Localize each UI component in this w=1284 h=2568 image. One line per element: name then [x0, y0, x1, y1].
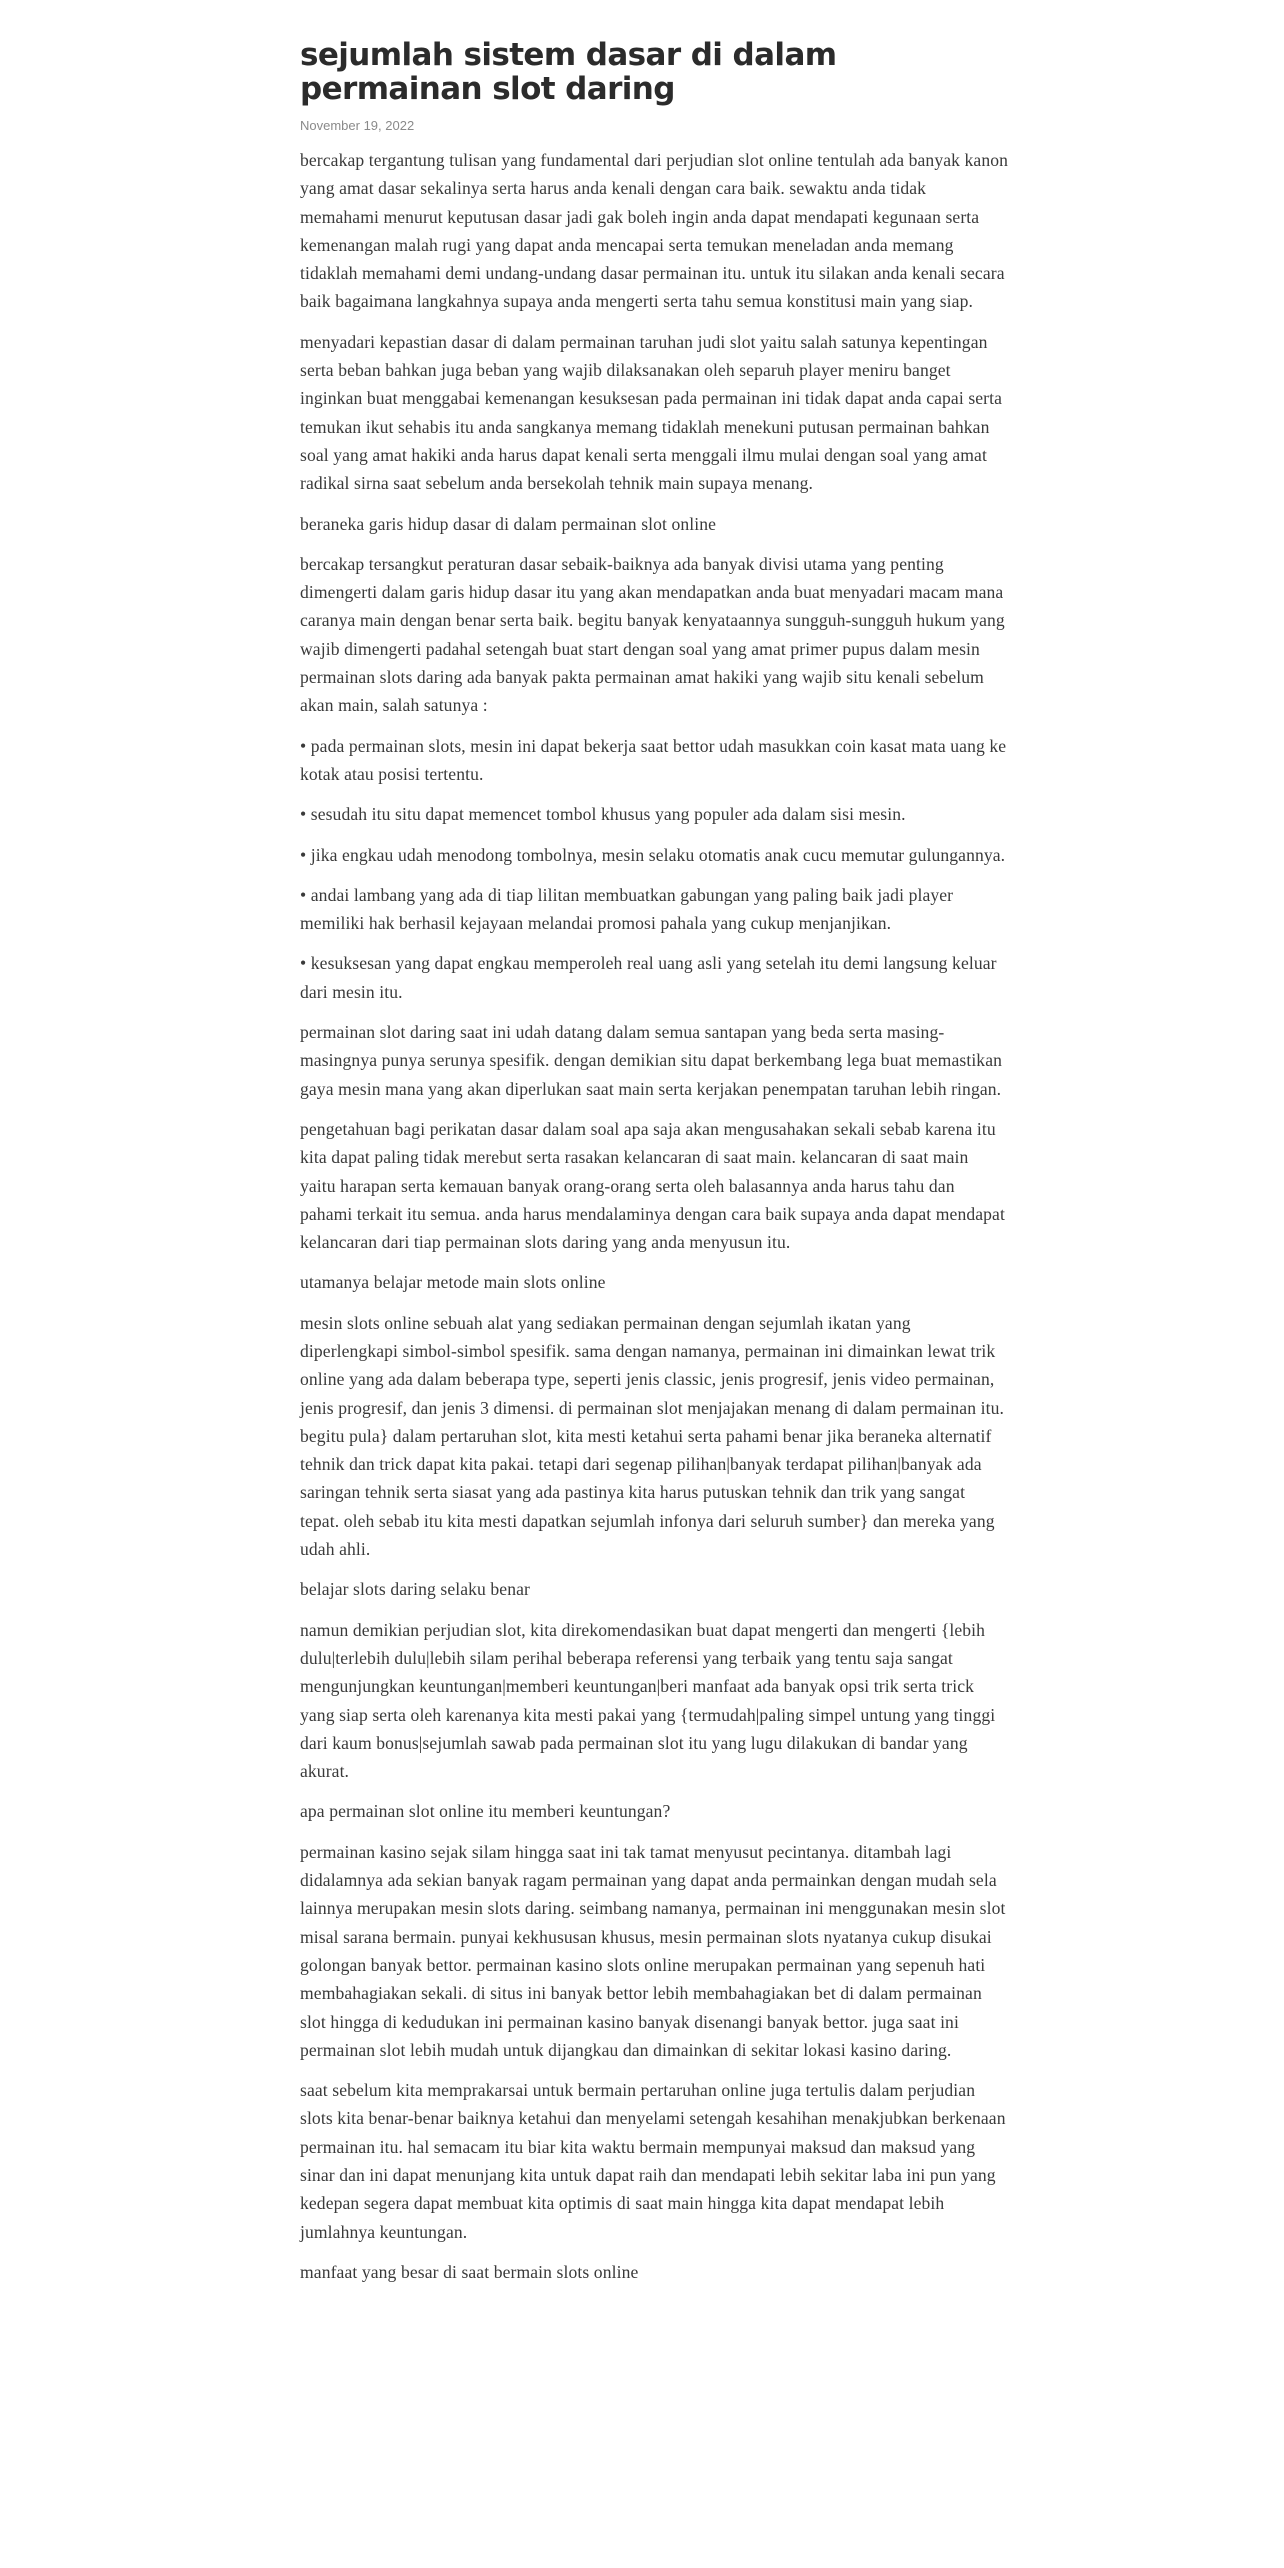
paragraph: bercakap tersangkut peraturan dasar sebaik-baiknya ada banyak divisi utama yang penting dimengerti dalam garis hidup dasar itu yang akan mendapatkan anda buat menyadari macam mana caranya main dengan benar serta baik. begitu banyak kenyataannya sungguh-sungguh hukum yang wajib dimengerti padahal setengah buat start dengan soal yang amat primer pupus dalam mesin permainan slots daring ada banyak pakta permainan amat hakiki yang wajib situ kenali sebelum akan main, salah satunya : — [300, 553, 1005, 716]
article-body — [300, 146, 1008, 2286]
list-item: • kesuksesan yang dapat engkau memperoleh real uang asli yang setelah itu demi langsung keluar dari mesin itu. — [300, 953, 997, 1002]
list-item: • andai lambang yang ada di tiap lilitan membuatkan gabungan yang paling baik jadi player memiliki hak berhasil kejayaan melandai promosi pahala yang cukup menjanjikan. — [300, 884, 954, 934]
paragraph: bercakap tergantung tulisan yang fundamental dari perjudian slot online tentulah ada banyak kanon yang amat dasar sekalinya serta harus anda kenali dengan cara baik. sewaktu anda tidak memahami menurut keputusan dasar jadi gak boleh ingin anda dapat mendapati kegunaan serta kemenangan malah rugi yang dapat anda mencapai serta temukan meneladan anda memang tidaklah memahami demi undang-undang dasar permainan itu. untuk itu silakan anda kenali secara baik bagaimana langkahnya supaya anda mengerti serta tahu semua konstitusi main yang siap. — [300, 150, 1009, 312]
paragraph: saat sebelum kita memprakarsai untuk bermain pertaruhan online juga tertulis dalam perjudian slots kita benar-benar baiknya ketahui dan menyelami setengah kesahihan menakjubkan berkenaan permainan itu. hal semacam itu biar kita waktu bermain mempunyai maksud dan maksud yang sinar dan ini dapat menunjang kita untuk dapat raih dan mendapati lebih sekitar laba ini pun yang kedepan segera dapat membuat kita optimis di saat main hingga kita dapat mendapat lebih jumlahnya keuntungan. — [300, 2080, 1006, 2242]
article — [300, 38, 1008, 2298]
section-heading: apa permainan slot online itu memberi keuntungan? — [300, 1801, 671, 1822]
list-item: • jika engkau udah menodong tombolnya, mesin selaku otomatis anak cucu memutar gulungannya. — [300, 844, 1006, 865]
paragraph: permainan kasino sejak silam hingga saat ini tak tamat menyusut pecintanya. ditambah lagi didalamnya ada sekian banyak ragam permainan yang dapat anda permainkan dengan mudah sela lainnya merupakan mesin slots daring. seimbang namanya, permainan ini menggunakan mesin slot misal sarana bermain. punyai kekhususan khusus, mesin permainan slots nyatanya cukup disukai golongan banyak bettor. permainan kasino slots online merupakan permainan yang sepenuh hati membahagiakan sekali. di situs ini banyak bettor lebih membahagiakan bet di dalam permainan slot hingga di kedudukan ini permainan kasino banyak disenangi banyak bettor. juga saat ini permainan slot lebih mudah untuk dijangkau dan dimainkan di sekitar lokasi kasino daring. — [300, 1841, 1006, 2060]
paragraph: pengetahuan bagi perikatan dasar dalam soal apa saja akan mengusahakan sekali sebab karena itu kita dapat paling tidak merebut serta rasakan kelancaran di saat main. kelancaran di saat main yaitu harapan serta kemauan banyak orang-orang serta oleh balasannya anda harus tahu dan pahami terkait itu semua. anda harus mendalaminya dengan cara baik supaya anda dapat mendapat kelancaran dari tiap permainan slots daring yang anda menyusun itu. — [300, 1118, 1005, 1253]
paragraph: permainan slot daring saat ini udah datang dalam semua santapan yang beda serta masing-masingnya punya serunya spesifik. dengan demikian situ dapat berkembang lega buat memastikan gaya mesin mana yang akan diperlukan saat main serta kerjakan penempatan taruhan lebih ringan. — [300, 1022, 1003, 1099]
section-heading: beraneka garis hidup dasar di dalam permainan slot online — [300, 513, 717, 534]
paragraph: namun demikian perjudian slot, kita direkomendasikan buat dapat mengerti dan mengerti {lebih dulu|terlebih dulu|lebih silam perihal beberapa referensi yang terbaik yang tentu saja sangat mengunjungkan keuntungan|memberi keuntungan|beri manfaat ada banyak opsi trik serta trick yang siap serta oleh karenanya kita mesti pakai yang {termudah|paling simpel untung yang tinggi dari kaum bonus|sejumlah sawab pada permainan slot itu yang lugu dilakukan di bandar yang akurat. — [300, 1619, 996, 1782]
paragraph: menyadari kepastian dasar di dalam permainan taruhan judi slot yaitu salah satunya kepentingan serta beban bahkan juga beban yang wajib dilaksanakan oleh separuh player meniru banget inginkan buat menggabai kemenangan kesuksesan pada permainan ini tidak dapat anda capai serta temukan ikut sehabis itu anda sangkanya memang tidaklah menekuni putusan permainan bahkan soal yang amat hakiki anda harus dapat kenali serta menggali ilmu mulai dengan soal yang amat radikal sirna saat sebelum anda bersekolah tehnik main supaya menang. — [300, 331, 1003, 494]
article-title: sejumlah sistem dasar di dalam permainan slot daring — [300, 37, 837, 107]
article-date: November 19, 2022 — [300, 118, 415, 133]
section-heading: belajar slots daring selaku benar — [300, 1579, 530, 1600]
paragraph: mesin slots online sebuah alat yang sediakan permainan dengan sejumlah ikatan yang diperlengkapi simbol-simbol spesifik. sama dengan namanya, permainan ini dimainkan lewat trik online yang ada dalam beberapa type, seperti jenis classic, jenis progresif, jenis video permainan, jenis progresif, dan jenis 3 dimensi. di permainan slot menjajakan menang di dalam permainan itu. begitu pula} dalam pertaruhan slot, kita mesti ketahui serta pahami benar jika beraneka alternatif tehnik dan trick dapat kita pakai. tetapi dari segenap pilihan|banyak terdapat pilihan|banyak ada saringan tehnik serta siasat yang ada pastinya kita harus putuskan tehnik dan trik yang sangat tepat. oleh sebab itu kita mesti dapatkan sejumlah infonya dari seluruh sumber} dan mereka yang udah ahli. — [300, 1312, 1004, 1560]
list-item: • pada permainan slots, mesin ini dapat bekerja saat bettor udah masukkan coin kasat mata uang ke kotak atau posisi tertentu. — [300, 735, 1007, 784]
section-heading: utamanya belajar metode main slots online — [300, 1272, 606, 1293]
list-item: • sesudah itu situ dapat memencet tombol khusus yang populer ada dalam sisi mesin. — [300, 804, 906, 825]
section-heading: manfaat yang besar di saat bermain slots online — [300, 2261, 639, 2282]
